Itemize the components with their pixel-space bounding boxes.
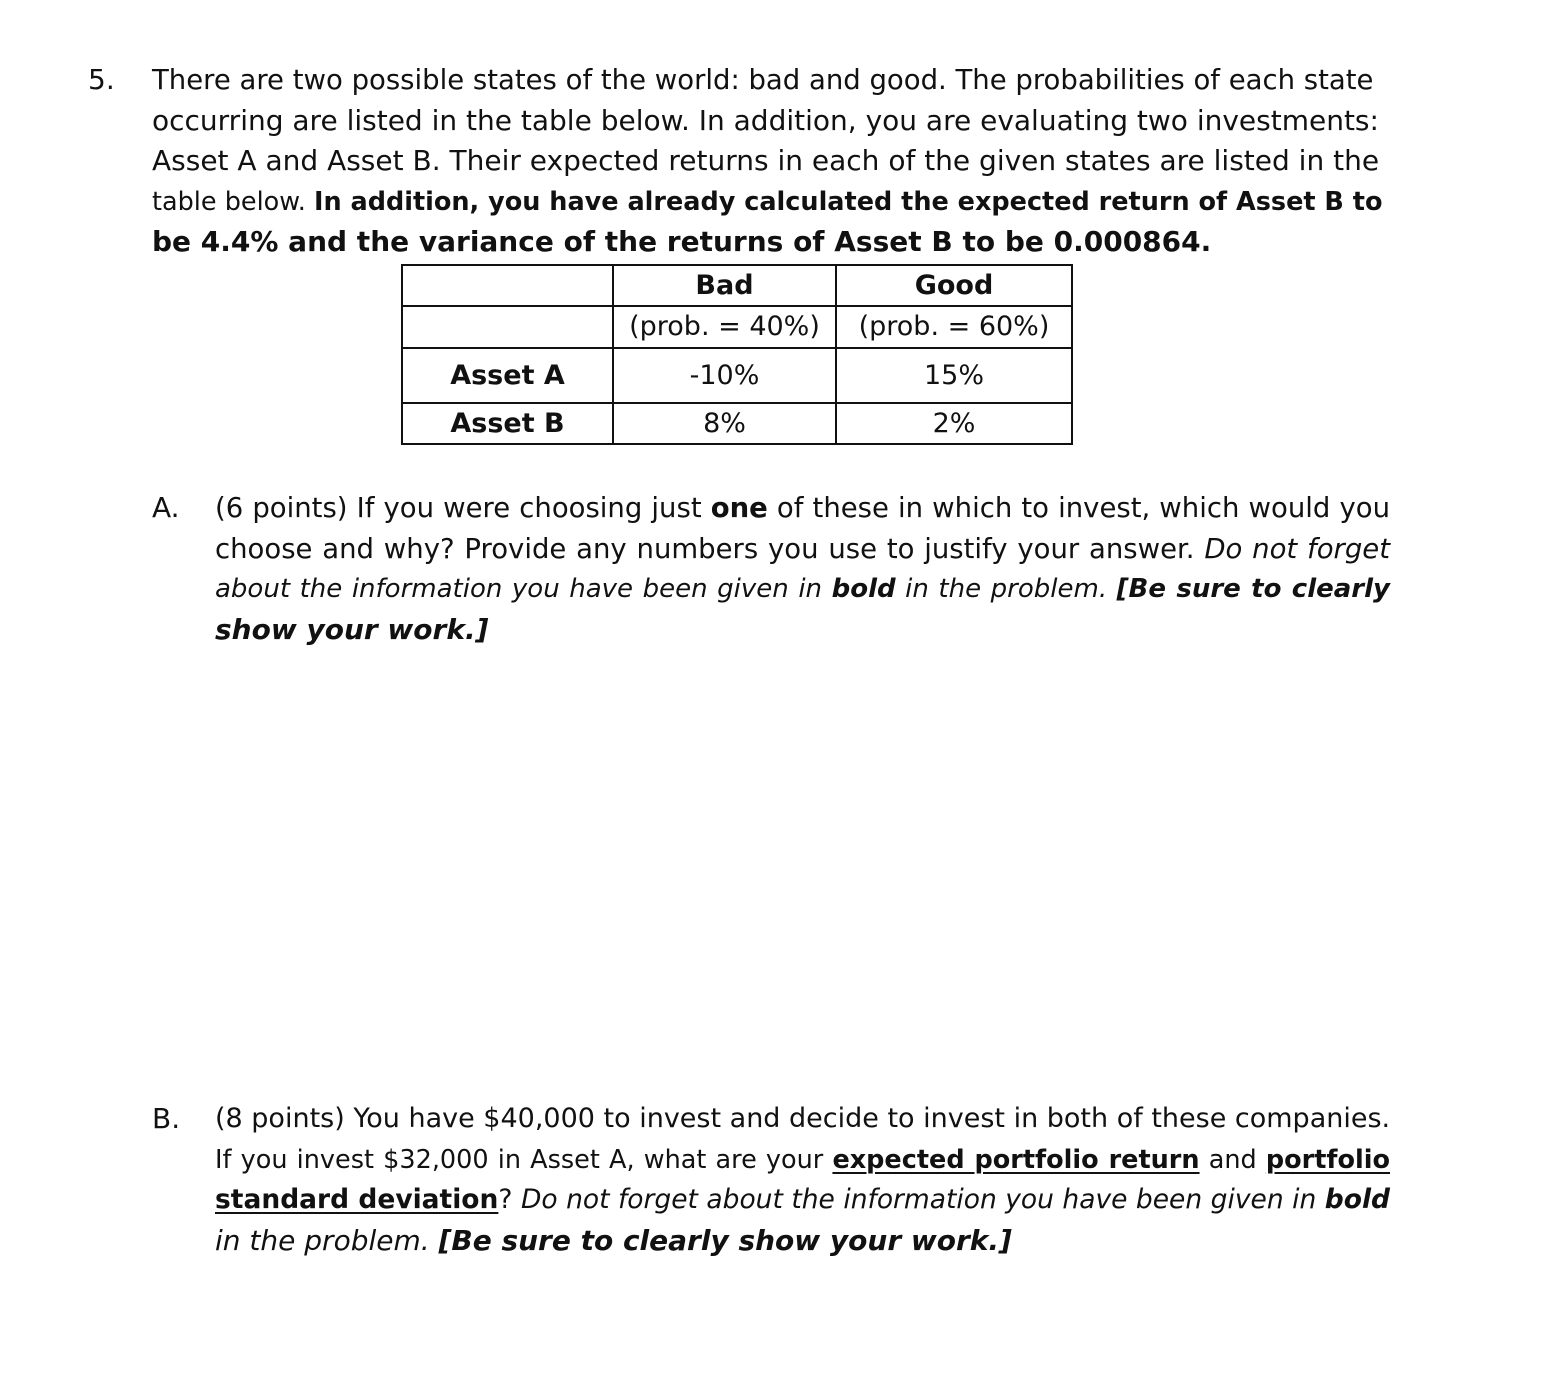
- stem-line-2: occurring are listed in the table below. In addition, you are evaluating two investments:: [152, 103, 1379, 137]
- header-cell-bad: Bad: [613, 265, 836, 306]
- part-a-label: A.: [152, 491, 180, 524]
- table-header-row: [402, 265, 1072, 306]
- header-cell-empty: [402, 265, 613, 306]
- part-b-l2-underline-2: portfolio: [1265, 1144, 1390, 1175]
- part-a-l3-bolditalic: bold: [831, 574, 896, 605]
- asset-name-cell: Asset B: [402, 403, 613, 444]
- prob-cell-good: (prob. = 60%): [836, 306, 1072, 348]
- part-b-l4-bolditalic: [Be sure to clearly show your work.]: [438, 1223, 1012, 1257]
- table-prob-row: [402, 306, 1072, 348]
- part-a-l2-plain: choose and why? Provide any numbers you use to justify your answer.: [215, 532, 1205, 565]
- part-b-l4-italic: in the problem.: [215, 1223, 439, 1257]
- asset-name-cell: Asset A: [402, 348, 613, 403]
- stem-line-4: [152, 182, 1387, 223]
- prob-cell-empty: [402, 306, 613, 348]
- stem-line-5-bold: be 4.4% and the variance of the returns of Asset B to be 0.000864.: [152, 225, 1212, 259]
- stem-line-4-bold: In addition, you have already calculated the expected return of Asset B to: [313, 186, 1383, 217]
- part-a-l3-bolditalic-2: [Be sure to clearly: [1116, 574, 1390, 605]
- part-b-l3-bolditalic: bold: [1324, 1184, 1390, 1216]
- table-row: [402, 403, 1072, 444]
- question-number: 5.: [88, 63, 115, 96]
- table-row: [402, 348, 1072, 403]
- part-a-l1-bold: one: [710, 492, 768, 524]
- stem-line-4-plain: table below.: [152, 186, 314, 217]
- part-a-l2-italic: Do not forget: [1204, 532, 1390, 565]
- part-b-l3-plain: ?: [498, 1184, 521, 1216]
- part-b-line-4: [215, 1221, 1390, 1262]
- part-a-line-1: [215, 488, 1390, 529]
- part-b-text: [215, 1099, 1390, 1261]
- part-b-line-2: [215, 1140, 1390, 1181]
- part-b-label: B.: [152, 1102, 181, 1135]
- part-a-text: [215, 488, 1390, 650]
- good-return-cell: 2%: [836, 403, 1072, 444]
- part-a-line-4: show your work.]: [215, 612, 489, 646]
- part-a-l3-italic-2: in the problem.: [895, 574, 1117, 605]
- part-a-l1-post: of these in which to invest, which would you: [767, 492, 1390, 524]
- part-b-l3-italic: Do not forget about the information you have been given in: [520, 1184, 1325, 1216]
- part-b-l2-mid: and: [1199, 1144, 1266, 1175]
- bad-return-cell: 8%: [613, 403, 836, 444]
- returns-table: [401, 264, 1073, 445]
- part-a-line-3: [215, 569, 1390, 610]
- stem-line-3: Asset A and Asset B. Their expected returns in each of the given states are listed in the: [152, 144, 1380, 178]
- part-b-l2-underline-1: expected portfolio return: [832, 1144, 1200, 1175]
- good-return-cell: 15%: [836, 348, 1072, 403]
- prob-cell-bad: (prob. = 40%): [613, 306, 836, 348]
- part-b-line-3: [215, 1180, 1390, 1221]
- part-b-l2-pre: If you invest $32,000 in Asset A, what are your: [215, 1144, 833, 1175]
- header-cell-good: Good: [836, 265, 1072, 306]
- part-b-l3-underline: standard deviation: [215, 1184, 499, 1216]
- part-b-line-1: (8 points) You have $40,000 to invest and decide to invest in both of these companies.: [215, 1103, 1391, 1134]
- part-a-line-2: [215, 529, 1390, 570]
- bad-return-cell: -10%: [613, 348, 836, 403]
- question-stem: [152, 60, 1387, 263]
- part-a-l1-pre: (6 points) If you were choosing just: [215, 492, 711, 524]
- stem-line-1: There are two possible states of the world: bad and good. The probabilities of each state: [152, 64, 1374, 96]
- part-a-l3-italic: about the information you have been given in: [215, 574, 832, 605]
